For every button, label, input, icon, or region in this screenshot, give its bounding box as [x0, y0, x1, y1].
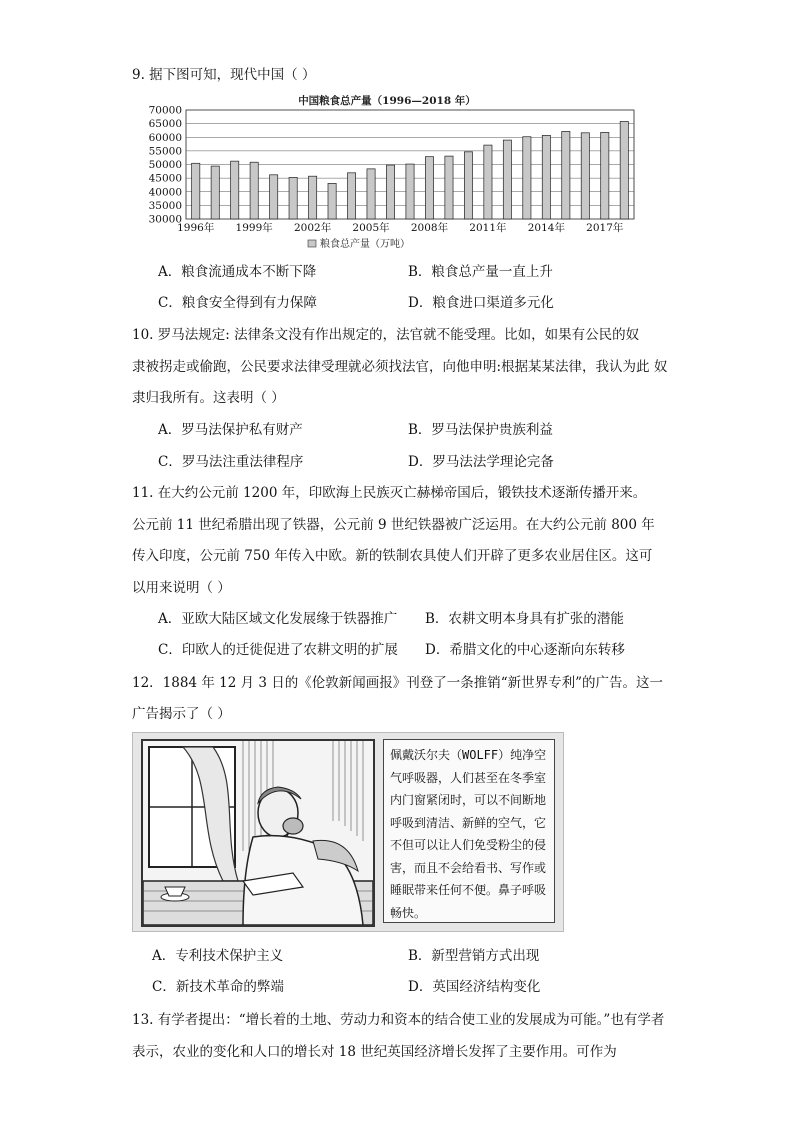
bar-2006 [386, 165, 394, 219]
question-11-line-2: 公元前 11 世纪希腊出现了铁器，公元前 9 世纪铁器被广泛运用。在大约公元前 800 年 [132, 517, 655, 533]
x-tick-label: 2014年 [527, 222, 565, 234]
bar-2001 [289, 177, 297, 219]
q10-option-d[interactable]: D．罗马法法学理论完备 [408, 454, 554, 470]
question-9-stem: 9. 据下图可知，现代中国（ ） [132, 67, 316, 83]
x-tick-label: 1999年 [235, 222, 273, 234]
bar-2008 [425, 157, 433, 219]
x-tick-label: 1996年 [177, 222, 215, 234]
x-tick-label: 2002年 [293, 222, 332, 234]
y-tick-label: 30000 [148, 213, 182, 226]
bar-2010 [464, 152, 472, 219]
q12-option-d[interactable]: D．英国经济结构变化 [408, 979, 541, 995]
y-tick-label: 65000 [148, 118, 182, 131]
bar-2013 [523, 137, 531, 219]
bar-2011 [484, 145, 492, 219]
advertisement-text: 佩戴沃尔夫（WOLFF）纯净空气呼吸器，人们甚至在冬季室内门窗紧闭时，可以不间断地呼吸到清洁、新鲜的空气，它不但可以让人们免受粉尘的侵害，而且不会给看书、写作或睡眠带来任何不便。鼻子呼吸畅快。 [383, 739, 555, 923]
q10-option-a[interactable]: A．罗马法保护私有财产 [158, 422, 303, 438]
question-12-line-2: 广告揭示了（ ） [132, 706, 231, 722]
y-tick-label: 45000 [148, 172, 182, 185]
legend-swatch [308, 240, 316, 247]
q11-option-a[interactable]: A．亚欧大陆区域文化发展缘于铁器推广 [158, 611, 398, 627]
q9-option-a[interactable]: A．粮食流通成本不断下降 [158, 264, 317, 280]
q9-option-d[interactable]: D．粮食进口渠道多元化 [408, 295, 554, 311]
bar-2015 [562, 131, 570, 219]
question-11-line-4: 以用来说明（ ） [132, 580, 231, 596]
bar-2016 [581, 133, 589, 219]
bar-1996 [192, 163, 200, 219]
question-13-line-2: 表示，农业的变化和人口的增长对 18 世纪英国经济增长发挥了主要作用。可作为 [132, 1044, 617, 1060]
chart-title: 中国粮食总产量（1996—2018 年） [298, 95, 476, 107]
q9-option-c[interactable]: C．粮食安全得到有力保障 [158, 295, 317, 311]
q9-option-b[interactable]: B．粮食总产量一直上升 [408, 264, 553, 280]
question-10-line-1: 10. 罗马法规定: 法律条文没有作出规定的，法官就不能受理。比如，如果有公民的奴 [132, 327, 640, 343]
y-tick-label: 60000 [148, 131, 182, 144]
grain-output-bar-chart [132, 90, 642, 255]
bar-1997 [211, 166, 219, 219]
bar-2003 [328, 183, 336, 219]
q11-option-c[interactable]: C．印欧人的迁徙促进了农耕文明的扩展 [158, 642, 398, 658]
question-11-line-3: 传入印度，公元前 750 年传入中欧。新的铁制农具使人们开辟了更多农业居住区。这可 [132, 548, 653, 564]
bar-2018 [620, 121, 628, 219]
bar-2005 [367, 169, 375, 219]
q12-option-c[interactable]: C．新技术革命的弊端 [152, 979, 284, 995]
bar-1998 [231, 161, 239, 219]
y-tick-label: 40000 [148, 186, 182, 199]
legend-label: 粮食总产量（万吨） [320, 239, 410, 250]
y-tick-label: 55000 [148, 145, 182, 158]
q11-option-b[interactable]: B．农耕文明本身具有扩张的潜能 [425, 611, 624, 627]
question-12-line-1: 12．1884 年 12 月 3 日的《伦敦新闻画报》刊登了一条推销“新世界专利”的广告。这一 [132, 675, 664, 691]
q12-option-a[interactable]: A．专利技术保护主义 [152, 948, 284, 964]
q12-option-b[interactable]: B．新型营销方式出现 [408, 948, 540, 964]
q10-option-b[interactable]: B．罗马法保护贵族利益 [408, 422, 553, 438]
bar-2002 [309, 176, 317, 219]
x-tick-label: 2011年 [469, 222, 507, 234]
y-tick-label: 50000 [148, 159, 182, 171]
question-13-line-1: 13. 有学者提出：“增长着的土地、劳动力和资本的结合使工业的发展成为可能。”也有学者 [132, 1012, 665, 1028]
q10-option-c[interactable]: C．罗马法注重法律程序 [158, 454, 304, 470]
question-10-line-2: 隶被拐走或偷跑，公民要求法律受理就必须找法官，向他申明:根据某某法律，我认为此 奴 [132, 359, 668, 375]
x-tick-label: 2017年 [586, 222, 624, 234]
x-tick-label: 2008年 [410, 222, 449, 234]
bar-2012 [503, 140, 511, 219]
bar-2014 [542, 135, 550, 219]
x-tick-label: 2005年 [352, 222, 390, 234]
question-11-line-1: 11. 在大约公元前 1200 年，印欧海上民族灭亡赫梯帝国后，锻铁技术逐渐传播开来。 [132, 485, 647, 501]
q11-option-d[interactable]: D．希腊文化的中心逐渐向东转移 [425, 642, 625, 658]
question-10-line-3: 隶归我所有。这表明（ ） [132, 390, 285, 406]
bar-2004 [347, 173, 355, 219]
bar-2007 [406, 164, 414, 219]
bar-1999 [250, 162, 258, 219]
bar-2017 [601, 132, 609, 219]
newspaper-advertisement [132, 732, 564, 932]
respirator-illustration [141, 739, 375, 927]
y-tick-label: 70000 [148, 104, 182, 117]
y-tick-label: 35000 [148, 199, 182, 212]
bar-2000 [270, 175, 278, 219]
bar-2009 [445, 156, 453, 219]
